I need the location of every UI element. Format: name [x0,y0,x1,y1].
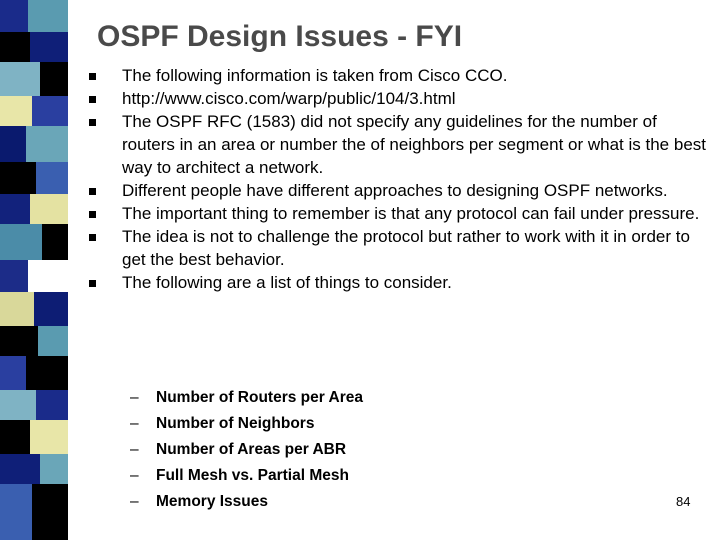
sub-bullet-text: Number of Routers per Area [156,389,363,406]
sub-bullet-item [130,385,530,411]
sub-bullet-item [130,437,530,463]
bullet-text: The important thing to remember is that any protocol can fail under pressure. [122,204,700,223]
stripe-block [28,260,68,292]
stripe-block [0,454,40,484]
bullet-item [89,202,709,225]
stripe-block [28,0,68,32]
bullet-text: Different people have different approaches to designing OSPF networks. [122,181,668,200]
bullet-item [89,179,709,202]
slide-title: OSPF Design Issues - FYI [97,20,463,53]
sub-bullet-text: Full Mesh vs. Partial Mesh [156,467,349,484]
bullet-item [89,271,709,294]
square-bullet-icon [89,280,96,287]
stripe-block [38,326,68,356]
stripe-block [36,390,68,420]
square-bullet-icon [89,234,96,241]
stripe-block [0,126,26,162]
decorative-stripe [0,0,68,540]
bullet-text: The idea is not to challenge the protocol but rather to work with it in order to get the best behavior. [122,227,690,269]
stripe-block [36,162,68,194]
square-bullet-icon [89,211,96,218]
dash-marker: – [130,467,139,484]
stripe-block [0,96,32,126]
sub-bullet-text: Number of Areas per ABR [156,441,347,458]
stripe-block [0,326,38,356]
dash-marker: – [130,493,139,510]
bullet-list [89,64,709,294]
stripe-block [40,62,68,96]
bullet-text: http://www.cisco.com/warp/public/104/3.html [122,89,456,108]
stripe-block [0,0,28,32]
stripe-block [30,32,68,62]
stripe-block [0,62,40,96]
stripe-block [0,484,32,540]
bullet-item [89,225,709,271]
stripe-block [0,194,30,224]
stripe-block [0,390,36,420]
stripe-block [0,420,30,454]
stripe-block [40,454,68,484]
sub-bullet-text: Number of Neighbors [156,415,315,432]
sub-bullet-list [130,385,530,515]
stripe-block [0,356,26,390]
dash-marker: – [130,441,139,458]
square-bullet-icon [89,73,96,80]
dash-marker: – [130,389,139,406]
sub-bullet-item [130,463,530,489]
stripe-block [0,162,36,194]
square-bullet-icon [89,96,96,103]
stripe-block [32,96,68,126]
sub-bullet-item [130,411,530,437]
stripe-block [0,292,34,326]
page-number: 84 [676,494,691,509]
stripe-block [0,224,42,260]
sub-bullet-text: Memory Issues [156,493,268,510]
stripe-block [42,224,68,260]
stripe-block [34,292,68,326]
stripe-block [0,32,30,62]
stripe-block [30,194,68,224]
bullet-item [89,64,709,87]
stripe-block [0,260,28,292]
dash-marker: – [130,415,139,432]
bullet-item [89,87,709,110]
stripe-block [26,126,68,162]
bullet-item [89,110,709,179]
square-bullet-icon [89,188,96,195]
bullet-text: The following information is taken from Cisco CCO. [122,66,508,85]
bullet-text: The OSPF RFC (1583) did not specify any guidelines for the number of routers in an area or number the of neighbors per segment or what is the best way to architect a network. [122,112,706,177]
square-bullet-icon [89,119,96,126]
stripe-block [30,420,68,454]
bullet-text: The following are a list of things to consider. [122,273,452,292]
stripe-block [32,484,68,540]
sub-bullet-item [130,489,530,515]
stripe-block [26,356,68,390]
